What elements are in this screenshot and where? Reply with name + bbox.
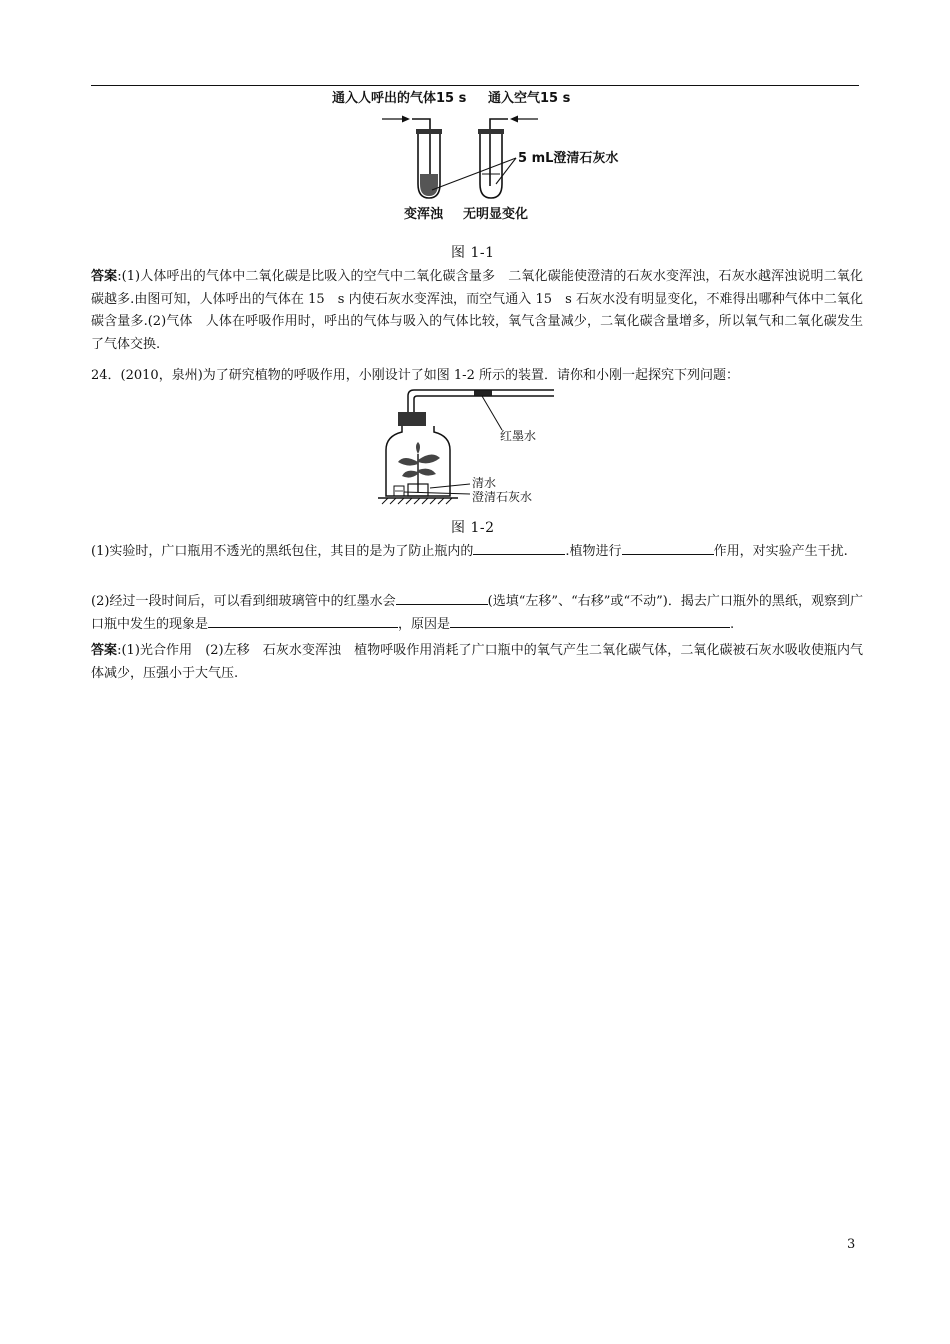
- label-clear-water: 清水: [472, 476, 497, 490]
- label-red-ink: 红墨水: [500, 429, 537, 443]
- answer-blank[interactable]: [622, 541, 714, 555]
- label-turbid: 变浑浊: [404, 207, 444, 222]
- sub-question-1: [91, 541, 863, 564]
- answer-2: [91, 640, 863, 685]
- q1-text-a: (1)实验时，广口瓶用不透光的黑纸包住，其目的是为了防止瓶内的: [91, 544, 474, 559]
- answer-blank[interactable]: [208, 614, 398, 628]
- test-tubes-diagram: [320, 86, 630, 226]
- q1-text-c: 作用，对实验产生干扰.: [713, 544, 848, 559]
- label-exhaled-gas: 通入人呼出的气体15 s: [332, 91, 467, 106]
- answer-blank[interactable]: [473, 541, 565, 555]
- answer-2-text: :(1)光合作用 (2)左移 石灰水变浑浊 植物呼吸作用消耗了广口瓶中的氧气产生二氧化碳气体，二氧化碳被石灰水吸收使瓶内气体减少，压强小于大气压.: [91, 643, 863, 681]
- q1-text-b: .植物进行: [565, 544, 622, 559]
- figure-jar-apparatus: [378, 388, 578, 510]
- jar-diagram: [378, 388, 578, 510]
- answer-1: [91, 266, 863, 356]
- label-jar-limewater: 澄清石灰水: [472, 490, 533, 504]
- label-no-change: 无明显变化: [463, 207, 529, 222]
- figure-test-tubes: [320, 86, 630, 226]
- q2-text-c: ，原因是: [398, 616, 451, 632]
- label-limewater: 5 mL澄清石灰水: [518, 151, 619, 166]
- page-number: 3: [847, 1237, 856, 1252]
- figure-1-caption: 图 1-1: [451, 245, 495, 261]
- q2-text-d: .: [730, 616, 735, 632]
- answer-blank[interactable]: [450, 614, 730, 628]
- label-air: 通入空气15 s: [488, 91, 571, 106]
- sub-question-2: [91, 591, 863, 636]
- answer-blank[interactable]: [396, 591, 488, 605]
- answer-label: 答案: [91, 269, 118, 284]
- question-24-text: 24．(2010，泉州)为了研究植物的呼吸作用，小刚设计了如图 1-2 所示的装置．请你和小刚一起探究下列问题：: [91, 368, 739, 383]
- answer-1-text: :(1)人体呼出的气体中二氧化碳是比吸入的空气中二氧化碳含量多 二氧化碳能使澄清的石灰水变浑浊，石灰水越浑浊说明二氧化碳越多.由图可知，人体呼出的气体在 15 s 内使石灰水变浑浊，而空气通入 15 s 石灰水没有明显变化，不难得出哪种气体中二氧化碳含量多.(2)气体 人体在呼吸作用时，呼出的气体与吸入的气体比较，氧气含量减少，二氧化碳含量增多，所以氧气和二氧化碳发生了气体交换.: [91, 269, 863, 352]
- q2-text-a: (2)经过一段时间后，可以看到细玻璃管中的红墨水会: [91, 594, 396, 609]
- answer-label: 答案: [91, 643, 118, 658]
- q2-text-b: (选填“左移”、“右移”或“不动”)．揭去广口瓶外的黑纸，观察到广口瓶中发生的现象是: [91, 594, 863, 632]
- question-24: [91, 365, 863, 388]
- figure-2-caption: 图 1-2: [451, 520, 495, 536]
